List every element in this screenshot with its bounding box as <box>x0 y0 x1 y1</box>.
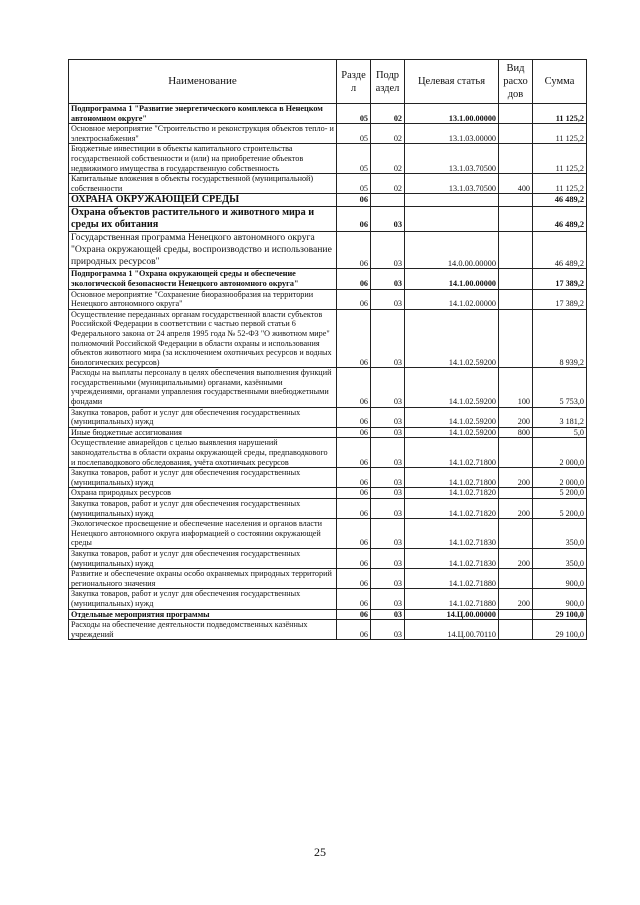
row-sum: 46 489,2 <box>533 194 587 207</box>
row-name: Бюджетные инвестиции в объекты капитального строительства государственной собственности и (или) на приобретение объектов недвижимого имущества в государственную собственность <box>69 144 337 174</box>
row-kind: 200 <box>499 407 533 427</box>
row-section: 06 <box>337 620 371 640</box>
row-subsection: 03 <box>371 427 405 438</box>
row-target: 13.1.00.00000 <box>405 104 499 124</box>
row-name: Основное мероприятие "Строительство и реконструкция объектов тепло- и электроснабжения" <box>69 124 337 144</box>
row-kind <box>499 609 533 620</box>
row-subsection: 03 <box>371 438 405 468</box>
row-kind: 400 <box>499 174 533 194</box>
row-subsection: 03 <box>371 589 405 609</box>
table-row <box>69 620 587 640</box>
row-subsection: 03 <box>371 468 405 488</box>
row-target: 13.1.03.70500 <box>405 144 499 174</box>
row-target: 13.1.03.70500 <box>405 174 499 194</box>
row-subsection: 03 <box>371 519 405 549</box>
row-target: 13.1.03.00000 <box>405 124 499 144</box>
row-sum: 29 100,0 <box>533 609 587 620</box>
row-subsection: 02 <box>371 104 405 124</box>
row-subsection: 03 <box>371 488 405 499</box>
table-row <box>69 269 587 289</box>
row-subsection: 02 <box>371 174 405 194</box>
row-kind <box>499 104 533 124</box>
row-target: 14.1.02.59200 <box>405 368 499 407</box>
row-subsection: 03 <box>371 548 405 568</box>
header-sum: Сумма <box>533 60 587 104</box>
row-section: 06 <box>337 309 371 368</box>
row-target: 14.1.02.71820 <box>405 488 499 499</box>
row-sum: 8 939,2 <box>533 309 587 368</box>
row-target: 14.1.02.00000 <box>405 289 499 309</box>
table-row <box>69 194 587 207</box>
table-row <box>69 174 587 194</box>
table-row <box>69 407 587 427</box>
row-kind <box>499 124 533 144</box>
row-target: 14.1.02.59200 <box>405 407 499 427</box>
table-row <box>69 519 587 549</box>
row-kind <box>499 620 533 640</box>
table-row <box>69 589 587 609</box>
row-section: 05 <box>337 124 371 144</box>
table-row <box>69 124 587 144</box>
table-row <box>69 468 587 488</box>
row-sum: 11 125,2 <box>533 174 587 194</box>
row-kind <box>499 569 533 589</box>
row-kind <box>499 269 533 289</box>
row-sum: 5 753,0 <box>533 368 587 407</box>
row-section: 06 <box>337 289 371 309</box>
table-row <box>69 207 587 232</box>
row-section: 06 <box>337 519 371 549</box>
row-sum: 350,0 <box>533 548 587 568</box>
row-name: Расходы на выплаты персоналу в целях обеспечения выполнения функций государственными (муниципальными) органами, казёнными учреждениями, органами управления государственными внебюджетными фондами <box>69 368 337 407</box>
row-sum: 900,0 <box>533 569 587 589</box>
row-kind: 200 <box>499 589 533 609</box>
row-sum: 17 389,2 <box>533 289 587 309</box>
table-row <box>69 309 587 368</box>
row-sum: 2 000,0 <box>533 438 587 468</box>
header-kind: Вид расхо дов <box>499 60 533 104</box>
row-kind: 200 <box>499 468 533 488</box>
row-kind <box>499 488 533 499</box>
row-sum: 5 200,0 <box>533 488 587 499</box>
row-subsection: 02 <box>371 124 405 144</box>
row-section: 06 <box>337 569 371 589</box>
row-section: 06 <box>337 548 371 568</box>
row-subsection: 02 <box>371 144 405 174</box>
table-row <box>69 548 587 568</box>
row-section: 06 <box>337 499 371 519</box>
row-target: 14.0.00.00000 <box>405 232 499 269</box>
row-section: 06 <box>337 609 371 620</box>
table-row <box>69 499 587 519</box>
row-section: 06 <box>337 269 371 289</box>
row-name: Государственная программа Ненецкого автономного округа "Охрана окружающей среды, воспроизводство и использование природных ресурсов" <box>69 232 337 269</box>
table-row <box>69 368 587 407</box>
row-kind <box>499 207 533 232</box>
header-name: Наименование <box>69 60 337 104</box>
table-row <box>69 438 587 468</box>
row-target: 14.1.02.71830 <box>405 519 499 549</box>
row-kind: 100 <box>499 368 533 407</box>
row-section: 06 <box>337 488 371 499</box>
row-name: Закупка товаров, работ и услуг для обеспечения государственных (муниципальных) нужд <box>69 548 337 568</box>
row-target: 14.1.02.59200 <box>405 427 499 438</box>
row-target <box>405 194 499 207</box>
row-subsection: 03 <box>371 309 405 368</box>
row-section: 05 <box>337 144 371 174</box>
table-row <box>69 232 587 269</box>
row-subsection <box>371 194 405 207</box>
row-name: Развитие и обеспечение охраны особо охраняемых природных территорий регионального значения <box>69 569 337 589</box>
row-name: Осуществление авиарейдов с целью выявления нарушений законодательства в области охраны окружающей среды, предпаводкового и послепаводкового обследования, учёта охотничьих ресурсов <box>69 438 337 468</box>
row-target: 14.Ц.00.00000 <box>405 609 499 620</box>
row-kind: 200 <box>499 499 533 519</box>
row-kind <box>499 519 533 549</box>
row-name: Иные бюджетные ассигнования <box>69 427 337 438</box>
header-target: Целевая статья <box>405 60 499 104</box>
row-sum: 11 125,2 <box>533 124 587 144</box>
row-name: Капитальные вложения в объекты государственной (муниципальной) собственности <box>69 174 337 194</box>
row-subsection: 03 <box>371 620 405 640</box>
row-target: 14.1.02.71820 <box>405 499 499 519</box>
row-subsection: 03 <box>371 368 405 407</box>
row-name: Подпрограмма 1 "Охрана окружающей среды и обеспечение экологической безопасности Ненецкого автономного округа" <box>69 269 337 289</box>
row-sum: 3 181,2 <box>533 407 587 427</box>
row-section: 06 <box>337 368 371 407</box>
row-subsection: 03 <box>371 232 405 269</box>
row-name: Охрана природных ресурсов <box>69 488 337 499</box>
header-section: Разде л <box>337 60 371 104</box>
row-target: 14.1.02.71880 <box>405 569 499 589</box>
row-sum: 2 000,0 <box>533 468 587 488</box>
row-subsection: 03 <box>371 569 405 589</box>
row-section: 05 <box>337 174 371 194</box>
row-sum: 46 489,2 <box>533 207 587 232</box>
row-name: Закупка товаров, работ и услуг для обеспечения государственных (муниципальных) нужд <box>69 468 337 488</box>
row-section: 06 <box>337 438 371 468</box>
table-row <box>69 104 587 124</box>
row-subsection: 03 <box>371 499 405 519</box>
row-name: Подпрограмма 1 "Развитие энергетического комплекса в Ненецком автономном округе" <box>69 104 337 124</box>
row-target: 14.1.02.71800 <box>405 438 499 468</box>
table-row <box>69 488 587 499</box>
row-target: 14.Ц.00.70110 <box>405 620 499 640</box>
row-name: Расходы на обеспечение деятельности подведомственных казённых учреждений <box>69 620 337 640</box>
row-sum: 11 125,2 <box>533 104 587 124</box>
header-subsection: Подр аздел <box>371 60 405 104</box>
row-kind <box>499 438 533 468</box>
row-section: 05 <box>337 104 371 124</box>
page-number: 25 <box>314 845 326 859</box>
row-target: 14.1.02.71880 <box>405 589 499 609</box>
table-row <box>69 569 587 589</box>
row-subsection: 03 <box>371 407 405 427</box>
row-section: 06 <box>337 407 371 427</box>
row-name: Охрана объектов растительного и животного мира и среды их обитания <box>69 207 337 232</box>
row-subsection: 03 <box>371 269 405 289</box>
row-name: ОХРАНА ОКРУЖАЮЩЕЙ СРЕДЫ <box>69 194 337 207</box>
row-name: Экологическое просвещение и обеспечение населения и органов власти Ненецкого автономного округа информацией о состоянии окружающей среды <box>69 519 337 549</box>
row-target: 14.1.00.00000 <box>405 269 499 289</box>
row-name: Основное мероприятие "Сохранение биоразнообразия на территории Ненецкого автономного округа" <box>69 289 337 309</box>
table-header-row <box>69 60 587 104</box>
row-name: Закупка товаров, работ и услуг для обеспечения государственных (муниципальных) нужд <box>69 499 337 519</box>
table-row <box>69 427 587 438</box>
table-row <box>69 289 587 309</box>
row-sum: 350,0 <box>533 519 587 549</box>
row-section: 06 <box>337 207 371 232</box>
row-section: 06 <box>337 427 371 438</box>
row-target: 14.1.02.59200 <box>405 309 499 368</box>
row-kind: 200 <box>499 548 533 568</box>
row-section: 06 <box>337 194 371 207</box>
row-sum: 5 200,0 <box>533 499 587 519</box>
row-sum: 29 100,0 <box>533 620 587 640</box>
row-target <box>405 207 499 232</box>
row-subsection: 03 <box>371 609 405 620</box>
row-sum: 17 389,2 <box>533 269 587 289</box>
row-section: 06 <box>337 589 371 609</box>
row-target: 14.1.02.71800 <box>405 468 499 488</box>
row-name: Закупка товаров, работ и услуг для обеспечения государственных (муниципальных) нужд <box>69 407 337 427</box>
row-sum: 11 125,2 <box>533 144 587 174</box>
table-row <box>69 609 587 620</box>
row-section: 06 <box>337 468 371 488</box>
row-kind <box>499 289 533 309</box>
row-kind <box>499 194 533 207</box>
row-kind <box>499 144 533 174</box>
row-name: Осуществление переданных органам государственной власти субъектов Российской Федерации в соответствии с частью первой статьи 6 Федерального закона от 24 апреля 1995 года № 52-ФЗ "О животном мире" полномочий Российской Федерации в области охраны и использования объектов животного мира (за исключением охотничьих ресурсов и водных биологических ресурсов) <box>69 309 337 368</box>
row-subsection: 03 <box>371 289 405 309</box>
row-section: 06 <box>337 232 371 269</box>
row-kind <box>499 232 533 269</box>
row-kind <box>499 309 533 368</box>
budget-table <box>68 59 587 640</box>
row-target: 14.1.02.71830 <box>405 548 499 568</box>
row-name: Закупка товаров, работ и услуг для обеспечения государственных (муниципальных) нужд <box>69 589 337 609</box>
row-kind: 800 <box>499 427 533 438</box>
row-sum: 46 489,2 <box>533 232 587 269</box>
row-name: Отдельные мероприятия программы <box>69 609 337 620</box>
row-subsection: 03 <box>371 207 405 232</box>
row-sum: 5,0 <box>533 427 587 438</box>
table-row <box>69 144 587 174</box>
row-sum: 900,0 <box>533 589 587 609</box>
